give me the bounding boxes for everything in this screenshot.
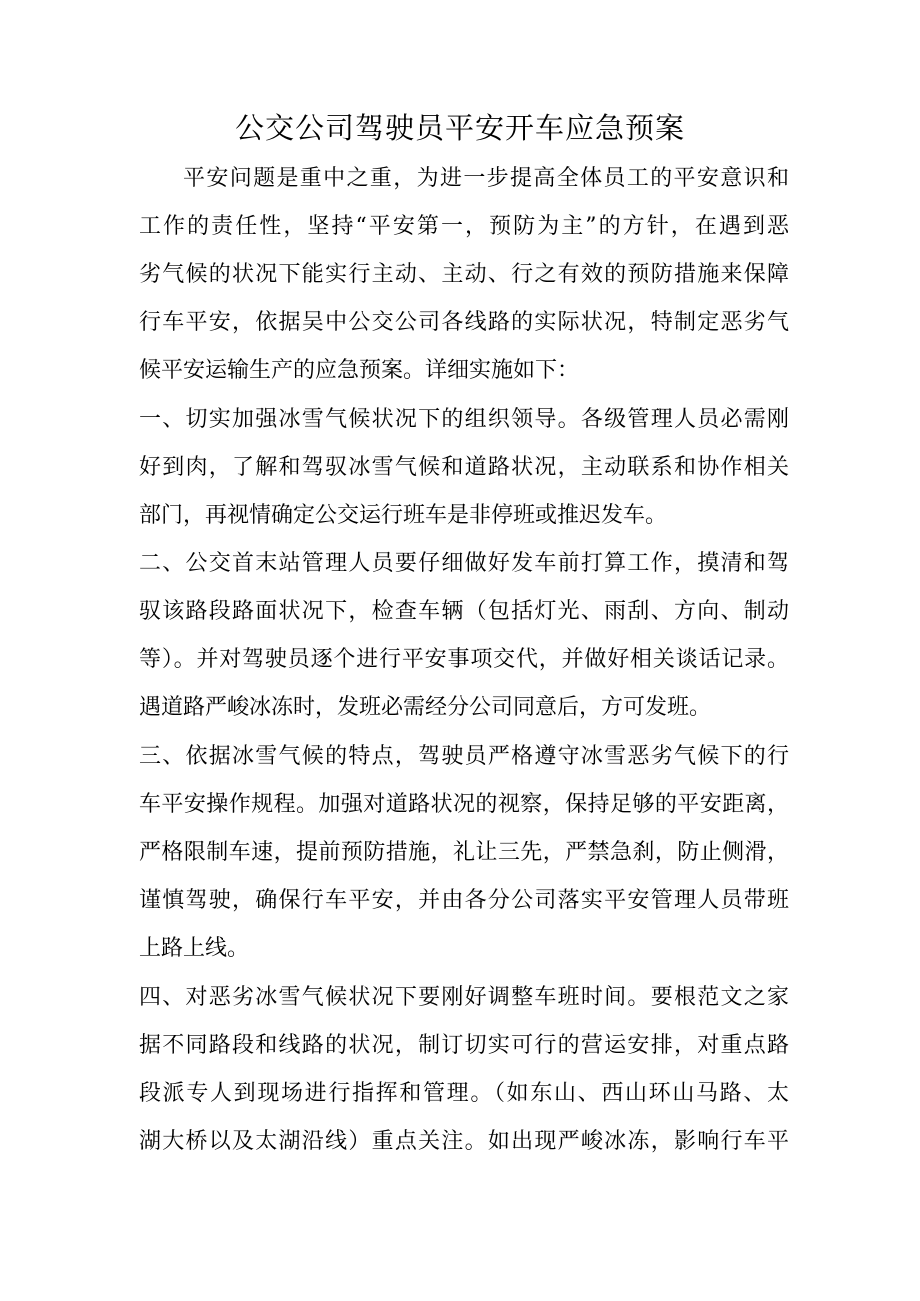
paragraph-line: 三、依据冰雪气候的特点，驾驶员严格遵守冰雪恶劣气候下的行 bbox=[139, 744, 789, 769]
paragraph-line: 劣气候的状况下能实行主动、主动、行之有效的预防措施来保障 bbox=[139, 262, 789, 287]
paragraph-line: 驭该路段路面状况下，检查车辆（包括灯光、雨刮、方向、制动 bbox=[139, 599, 789, 624]
paragraph-line: 上路上线。 bbox=[139, 936, 250, 961]
paragraph-line: 车平安操作规程。加强对道路状况的视察，保持足够的平安距离， bbox=[139, 792, 789, 817]
paragraph-line: 严格限制车速，提前预防措施，礼让三先，严禁急刹，防止侧滑， bbox=[139, 840, 789, 865]
paragraph-line: 四、对恶劣冰雪气候状况下要刚好调整车班时间。要根范文之家 bbox=[139, 985, 789, 1010]
paragraph-line: 工作的责任性，坚持“平安第一，预防为主”的方针，在遇到恶 bbox=[139, 214, 789, 239]
paragraph-line: 遇道路严峻冰冻时，发班必需经分公司同意后，方可发班。 bbox=[139, 695, 712, 720]
paragraph-line: 据不同路段和线路的状况，制订切实可行的营运安排，对重点路 bbox=[139, 1033, 789, 1058]
paragraph-line: 谨慎驾驶，确保行车平安，并由各分公司落实平安管理人员带班 bbox=[139, 888, 789, 913]
paragraph-line: 候平安运输生产的应急预案。详细实施如下： bbox=[139, 358, 580, 383]
paragraph-line: 湖大桥以及太湖沿线）重点关注。如出现严峻冰冻，影响行车平 bbox=[139, 1129, 789, 1154]
paragraph-line: 等）。并对驾驶员逐个进行平安事项交代，并做好相关谈话记录。 bbox=[139, 647, 789, 672]
paragraph-line: 平安问题是重中之重，为进一步提高全体员工的平安意识和 bbox=[183, 166, 789, 191]
paragraph-line: 好到肉，了解和驾驭冰雪气候和道路状况，主动联系和协作相关 bbox=[139, 455, 789, 480]
paragraph-line: 行车平安，依据吴中公交公司各线路的实际状况，特制定恶劣气 bbox=[139, 310, 789, 335]
paragraph-line: 二、公交首末站管理人员要仔细做好发车前打算工作，摸清和驾 bbox=[139, 551, 789, 576]
document-title: 公交公司驾驶员平安开车应急预案 bbox=[234, 111, 685, 145]
paragraph-line: 段派专人到现场进行指挥和管理。（如东山、西山环山马路、太 bbox=[139, 1081, 789, 1106]
paragraph-line: 一、切实加强冰雪气候状况下的组织领导。各级管理人员必需刚 bbox=[139, 407, 789, 432]
paragraph-line: 部门，再视情确定公交运行班车是非停班或推迟发车。 bbox=[139, 503, 668, 528]
